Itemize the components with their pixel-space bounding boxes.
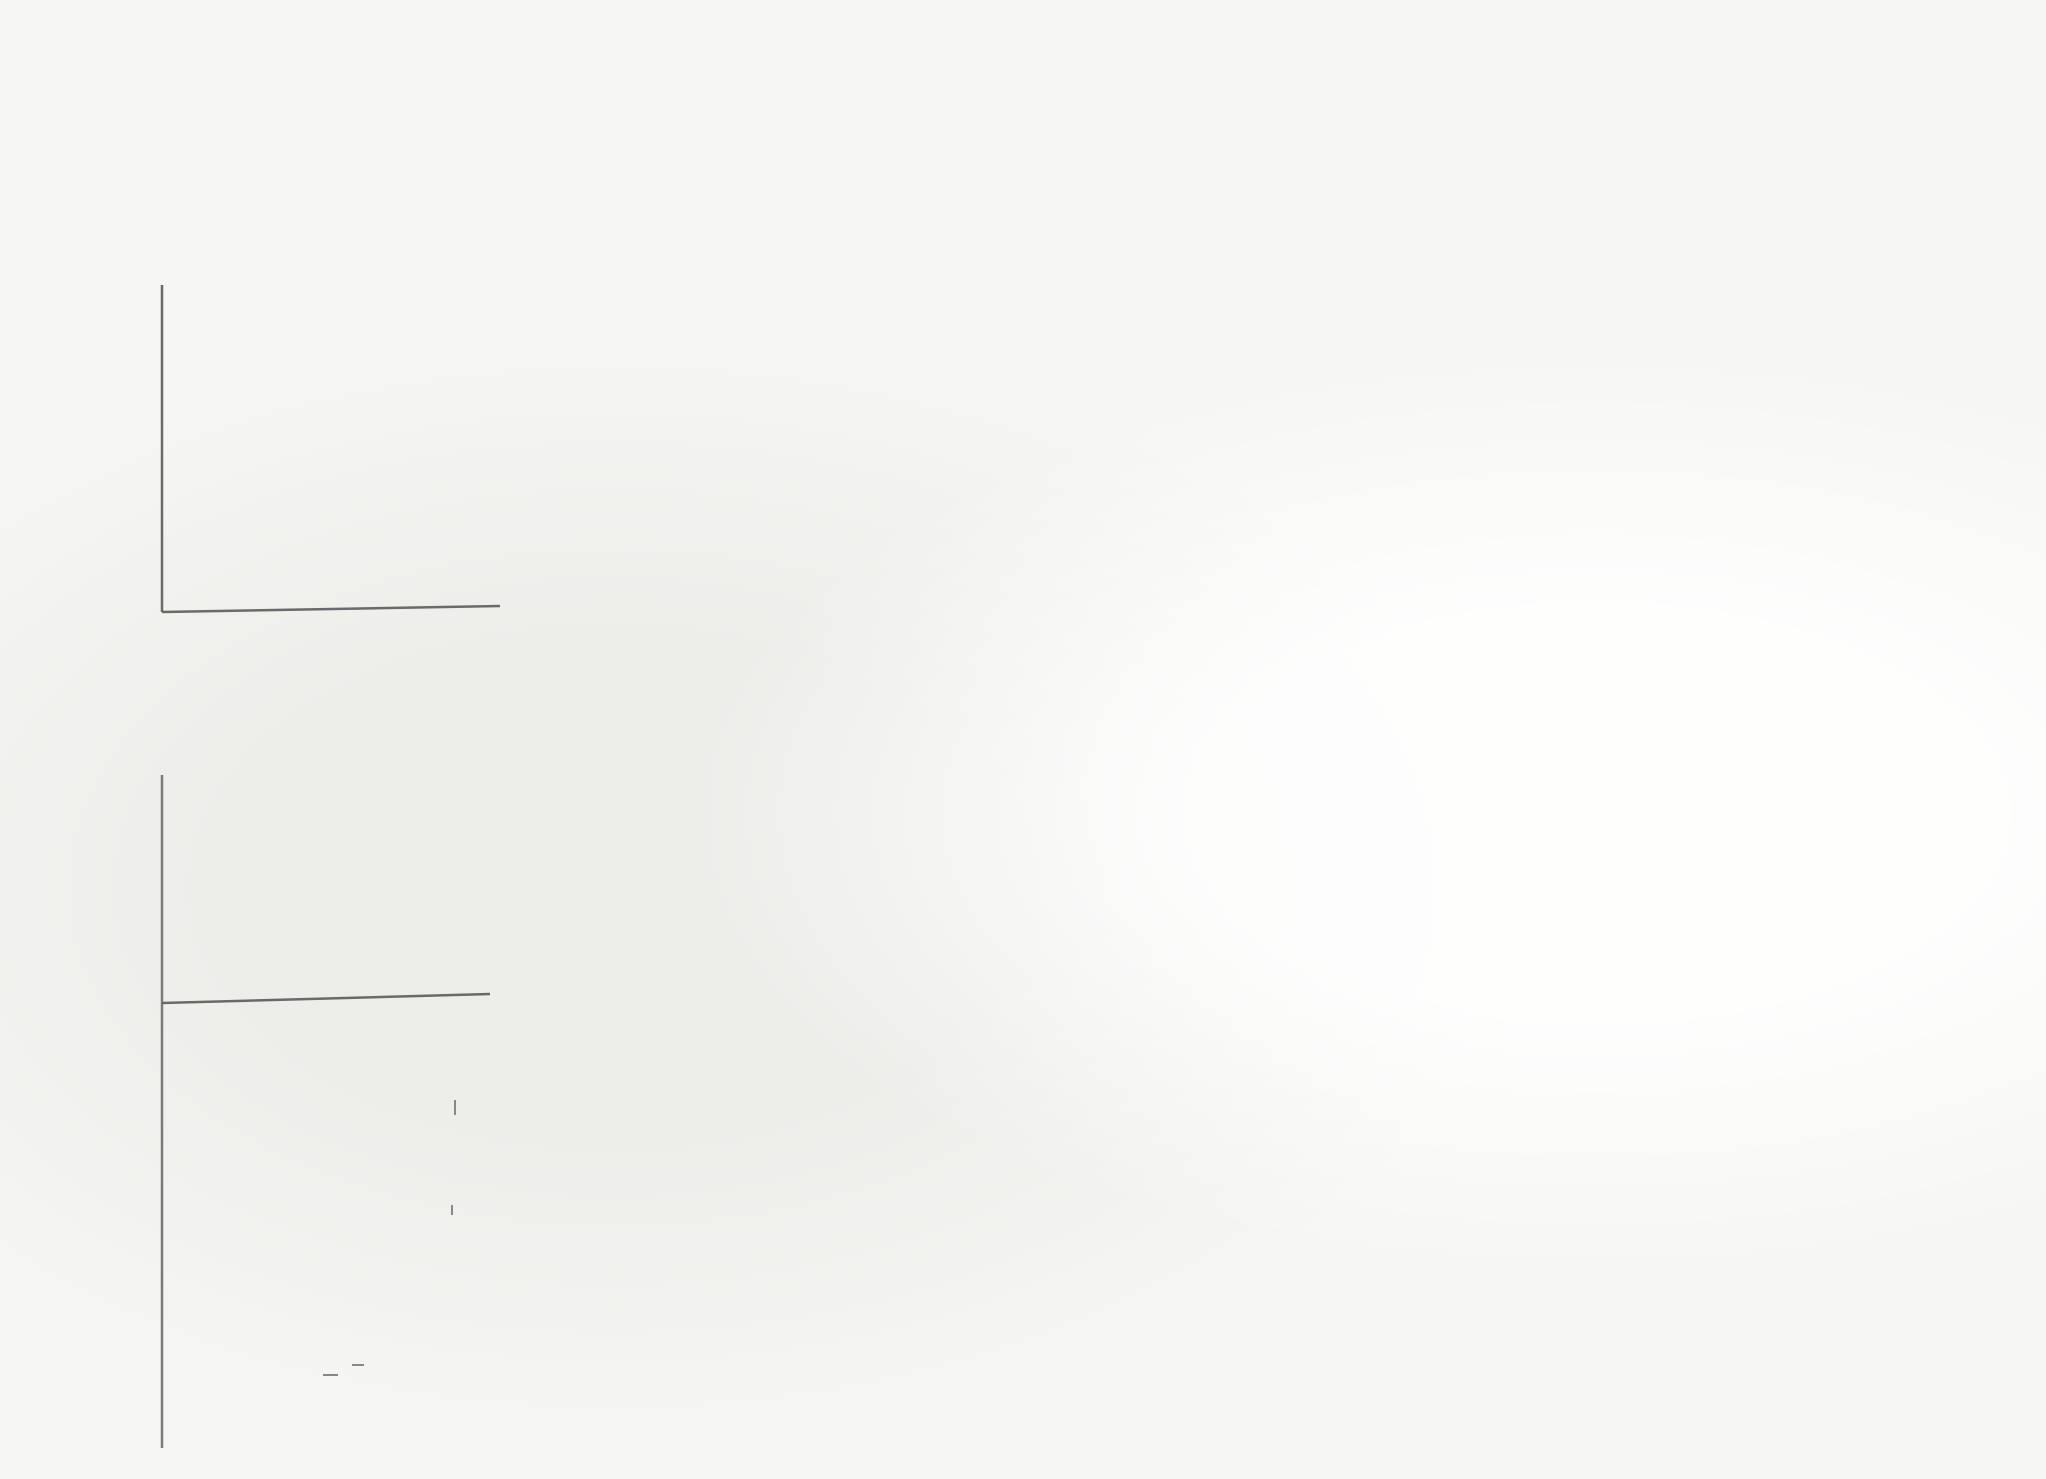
dashed-guide-marks <box>323 1100 455 1375</box>
top-x-axis <box>162 606 500 612</box>
top-graph <box>0 0 500 612</box>
bottom-x-axis <box>162 994 490 1003</box>
bottom-graph <box>162 775 490 1448</box>
